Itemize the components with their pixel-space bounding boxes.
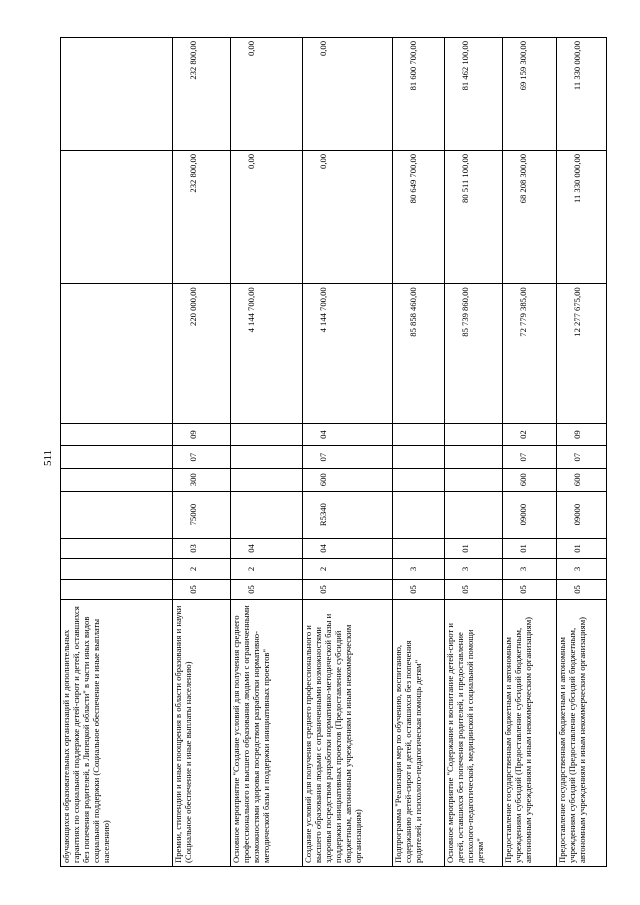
amount-cell-v2: 80 511 100,00 <box>445 150 503 283</box>
budget-table <box>60 37 607 867</box>
code-cell-c1: 05 <box>445 579 503 600</box>
code-cell-c3: 04 <box>231 538 303 559</box>
code-cell-c4: 09000 <box>557 491 607 538</box>
code-cell-c5 <box>61 468 173 491</box>
code-cell-c6 <box>61 446 173 469</box>
code-cell-c2: 2 <box>303 559 393 580</box>
code-cell-c7: 09 <box>557 423 607 446</box>
code-cell-c2: 2 <box>231 559 303 580</box>
table-row <box>173 38 231 867</box>
amount-cell-v1: 4 144 700,00 <box>303 284 393 424</box>
code-cell-c6: 07 <box>557 446 607 469</box>
amount-cell-v1 <box>61 284 173 424</box>
code-cell-c4: R5340 <box>303 491 393 538</box>
table-body <box>61 38 607 867</box>
amount-cell-v1: 12 277 675,00 <box>557 284 607 424</box>
amount-cell-v3: 0,00 <box>231 38 303 151</box>
amount-cell-v1: 72 779 385,00 <box>503 284 557 424</box>
code-cell-c6: 07 <box>303 446 393 469</box>
code-cell-c2 <box>61 559 173 580</box>
code-cell-c5: 600 <box>557 468 607 491</box>
code-cell-c7 <box>445 423 503 446</box>
code-cell-c5: 600 <box>503 468 557 491</box>
code-cell-c3: 01 <box>503 538 557 559</box>
amount-cell-v1: 220 000,00 <box>173 284 231 424</box>
code-cell-c1: 05 <box>303 579 393 600</box>
code-cell-c7: 02 <box>503 423 557 446</box>
code-cell-c1: 05 <box>173 579 231 600</box>
code-cell-c4 <box>445 491 503 538</box>
amount-cell-v2: 68 208 300,00 <box>503 150 557 283</box>
amount-cell-v3: 0,00 <box>303 38 393 151</box>
code-cell-c7: 04 <box>303 423 393 446</box>
row-name: Подпрограмма "Реализация мер по обучению, воспитанию, содержанию детей-сирот и детей, оставшихся без попечения родителей, и психолого-педагогическая помощь детям" <box>393 600 445 867</box>
row-name: Основное мероприятие "Создание условий для получения среднего профессионального и высшего образования людьми с ограниченными возможностями здоровья посредством разработки нормативно-методической базы и поддержки инициативных проектов" <box>231 600 303 867</box>
budget-table-rotated <box>60 37 587 867</box>
code-cell-c5 <box>231 468 303 491</box>
code-cell-c7 <box>393 423 445 446</box>
code-cell-c2: 3 <box>557 559 607 580</box>
code-cell-c4 <box>231 491 303 538</box>
amount-cell-v1: 85 739 860,00 <box>445 284 503 424</box>
table-row <box>557 38 607 867</box>
code-cell-c3 <box>61 538 173 559</box>
code-cell-c2: 3 <box>503 559 557 580</box>
row-name: Предоставление государственным бюджетным и автономным учреждениям субсидий (Предоставление субсидий бюджетным, автономным учреждениям и иным некоммерческим организациям) <box>503 600 557 867</box>
amount-cell-v2 <box>61 150 173 283</box>
amount-cell-v2: 0,00 <box>303 150 393 283</box>
code-cell-c2: 3 <box>393 559 445 580</box>
code-cell-c6 <box>393 446 445 469</box>
amount-cell-v3: 232 800,00 <box>173 38 231 151</box>
row-name: Основное мероприятие "Содержание и воспитание детей-сирот и детей, оставшихся без попечения родителей, и предоставление психолого-педагогической, медицинской и социальной помощи детям" <box>445 600 503 867</box>
code-cell-c1: 05 <box>393 579 445 600</box>
amount-cell-v1: 4 144 700,00 <box>231 284 303 424</box>
code-cell-c1 <box>61 579 173 600</box>
row-name: Создание условий для получения среднего профессионального и высшего образования людьми с ограниченными возможностями здоровья посредством разработки нормативно-методической базы и поддержки инициативных проектов (Предоставление субсидий бюджетным, автономным учреждениям и иным некоммерческим организациям) <box>303 600 393 867</box>
code-cell-c4 <box>61 491 173 538</box>
amount-cell-v2: 80 649 700,00 <box>393 150 445 283</box>
code-cell-c4: 09000 <box>503 491 557 538</box>
code-cell-c5 <box>393 468 445 491</box>
code-cell-c1: 05 <box>231 579 303 600</box>
amount-cell-v3: 81 600 700,00 <box>393 38 445 151</box>
code-cell-c4: 75000 <box>173 491 231 538</box>
row-name: Предоставление государственным бюджетным и автономным учреждениям субсидий (Предоставление субсидий бюджетным, автономным учреждениям и иным некоммерческим организациям) <box>557 600 607 867</box>
table-row <box>231 38 303 867</box>
code-cell-c2: 2 <box>173 559 231 580</box>
amount-cell-v2: 232 800,00 <box>173 150 231 283</box>
row-name: Премии, стипендии и иные поощрения в области образования и науки (Социальное обеспечение и иные выплаты населению) <box>173 600 231 867</box>
table-row <box>61 38 173 867</box>
amount-cell-v2: 0,00 <box>231 150 303 283</box>
table-row <box>445 38 503 867</box>
code-cell-c3 <box>393 538 445 559</box>
code-cell-c7 <box>231 423 303 446</box>
amount-cell-v2: 11 330 000,00 <box>557 150 607 283</box>
code-cell-c5: 600 <box>303 468 393 491</box>
row-name: обучающихся образовательных организаций и дополнительных гарантиях по социальной поддержке детей-сирот и детей, оставшихся без попечения родителей, в Липецкой области" в части иных видов социальной поддержки (Социальное обеспечение и иные выплаты населению) <box>61 600 173 867</box>
amount-cell-v3: 11 330 000,00 <box>557 38 607 151</box>
code-cell-c3: 04 <box>303 538 393 559</box>
code-cell-c3: 03 <box>173 538 231 559</box>
table-row <box>303 38 393 867</box>
code-cell-c6: 07 <box>173 446 231 469</box>
table-row <box>503 38 557 867</box>
amount-cell-v3: 81 462 100,00 <box>445 38 503 151</box>
code-cell-c6 <box>445 446 503 469</box>
code-cell-c4 <box>393 491 445 538</box>
code-cell-c7: 09 <box>173 423 231 446</box>
amount-cell-v3 <box>61 38 173 151</box>
code-cell-c3: 01 <box>445 538 503 559</box>
code-cell-c7 <box>61 423 173 446</box>
page-number: 511 <box>42 449 54 467</box>
code-cell-c5 <box>445 468 503 491</box>
amount-cell-v3: 69 159 300,00 <box>503 38 557 151</box>
code-cell-c1: 05 <box>557 579 607 600</box>
code-cell-c6: 07 <box>503 446 557 469</box>
code-cell-c2: 3 <box>445 559 503 580</box>
code-cell-c6 <box>231 446 303 469</box>
code-cell-c1: 05 <box>503 579 557 600</box>
table-row <box>393 38 445 867</box>
amount-cell-v1: 85 858 460,00 <box>393 284 445 424</box>
code-cell-c5: 300 <box>173 468 231 491</box>
code-cell-c3: 01 <box>557 538 607 559</box>
